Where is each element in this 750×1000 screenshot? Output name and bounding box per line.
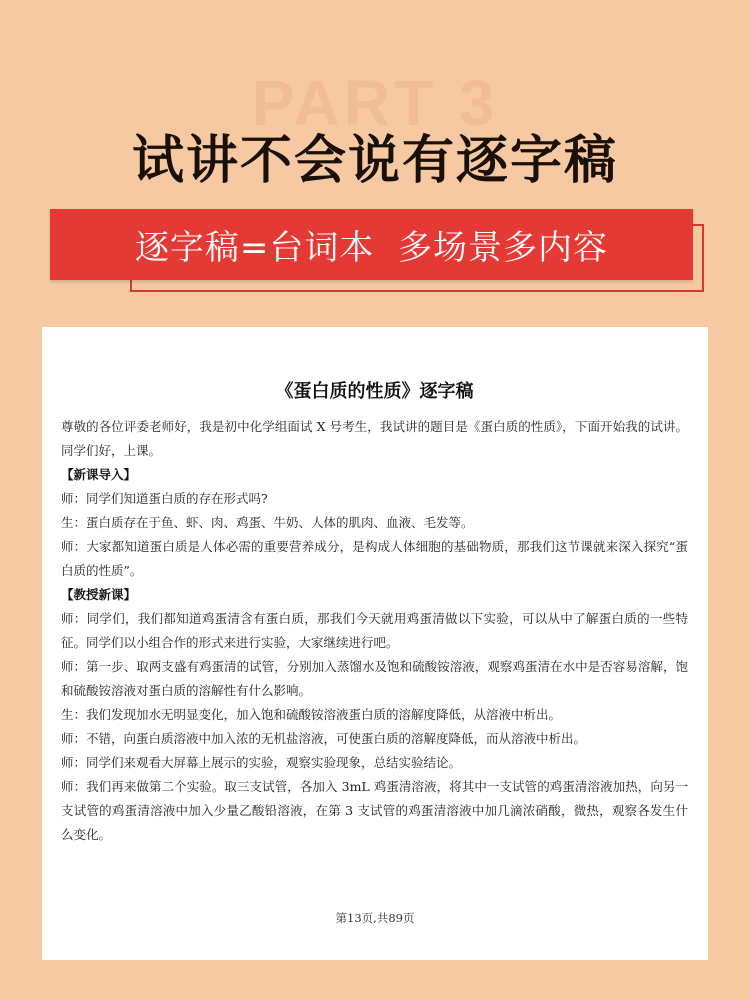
- document-title: 《蛋白质的性质》逐字稿: [275, 381, 474, 402]
- dialogue-line: 师：同学们，我们都知道鸡蛋清含有蛋白质，那我们今天就用鸡蛋清做以下实验，可以从中了解蛋白质的一些特征。同学们以小组合作的形式来进行实验，大家继续进行吧。: [61, 611, 688, 650]
- banner-text: 逐字稿=台词本 多场景多内容: [134, 228, 609, 268]
- page-number: 第13页,共89页: [335, 911, 415, 925]
- dialogue-line: 师：我们再来做第二个实验。取三支试管，各加入 3mL 鸡蛋清溶液，将其中一支试管的鸡蛋清溶液加热，向另一支试管的鸡蛋清溶液中加入少量乙酸铅溶液，在第 3 支试管的鸡蛋清溶液中加几滴浓硝酸，微热，观察各发生什么变化。: [61, 779, 688, 842]
- dialogue-line: 师：同学们知道蛋白质的存在形式吗?: [61, 491, 268, 506]
- dialogue-line: 生：我们发现加水无明显变化，加入饱和硫酸铵溶液蛋白质的溶解度降低，从溶液中析出。: [61, 707, 562, 722]
- banner: [50, 209, 693, 280]
- part-watermark: PART 3: [251, 67, 499, 139]
- section-heading-intro: 【新课导入】: [61, 467, 137, 482]
- document-page: [42, 327, 708, 960]
- section-heading-teaching: 【教授新课】: [61, 587, 137, 602]
- dialogue-line: 师：大家都知道蛋白质是人体必需的重要营养成分，是构成人体细胞的基础物质，那我们这节课就来深入探究“蛋白质的性质”。: [61, 539, 688, 578]
- dialogue-line: 生：蛋白质存在于鱼、虾、肉、鸡蛋、牛奶、人体的肌肉、血液、毛发等。: [61, 515, 474, 530]
- intro-paragraph: 尊敬的各位评委老师好，我是初中化学组面试 X 号考生，我试讲的题目是《蛋白质的性质》，下面开始我的试讲。同学们好，上课。: [61, 419, 688, 458]
- dialogue-line: 师：第一步、取两支盛有鸡蛋清的试管，分别加入蒸馏水及饱和硫酸铵溶液，观察鸡蛋清在水中是否容易溶解，饱和硫酸铵溶液对蛋白质的溶解性有什么影响。: [61, 659, 688, 698]
- dialogue-line: 师：同学们来观看大屏幕上展示的实验，观察实验现象，总结实验结论。: [61, 755, 462, 770]
- page-title: 试讲不会说有逐字稿: [131, 131, 618, 191]
- dialogue-line: 师：不错，向蛋白质溶液中加入浓的无机盐溶液，可使蛋白质的溶解度降低，而从溶液中析出。: [61, 731, 587, 746]
